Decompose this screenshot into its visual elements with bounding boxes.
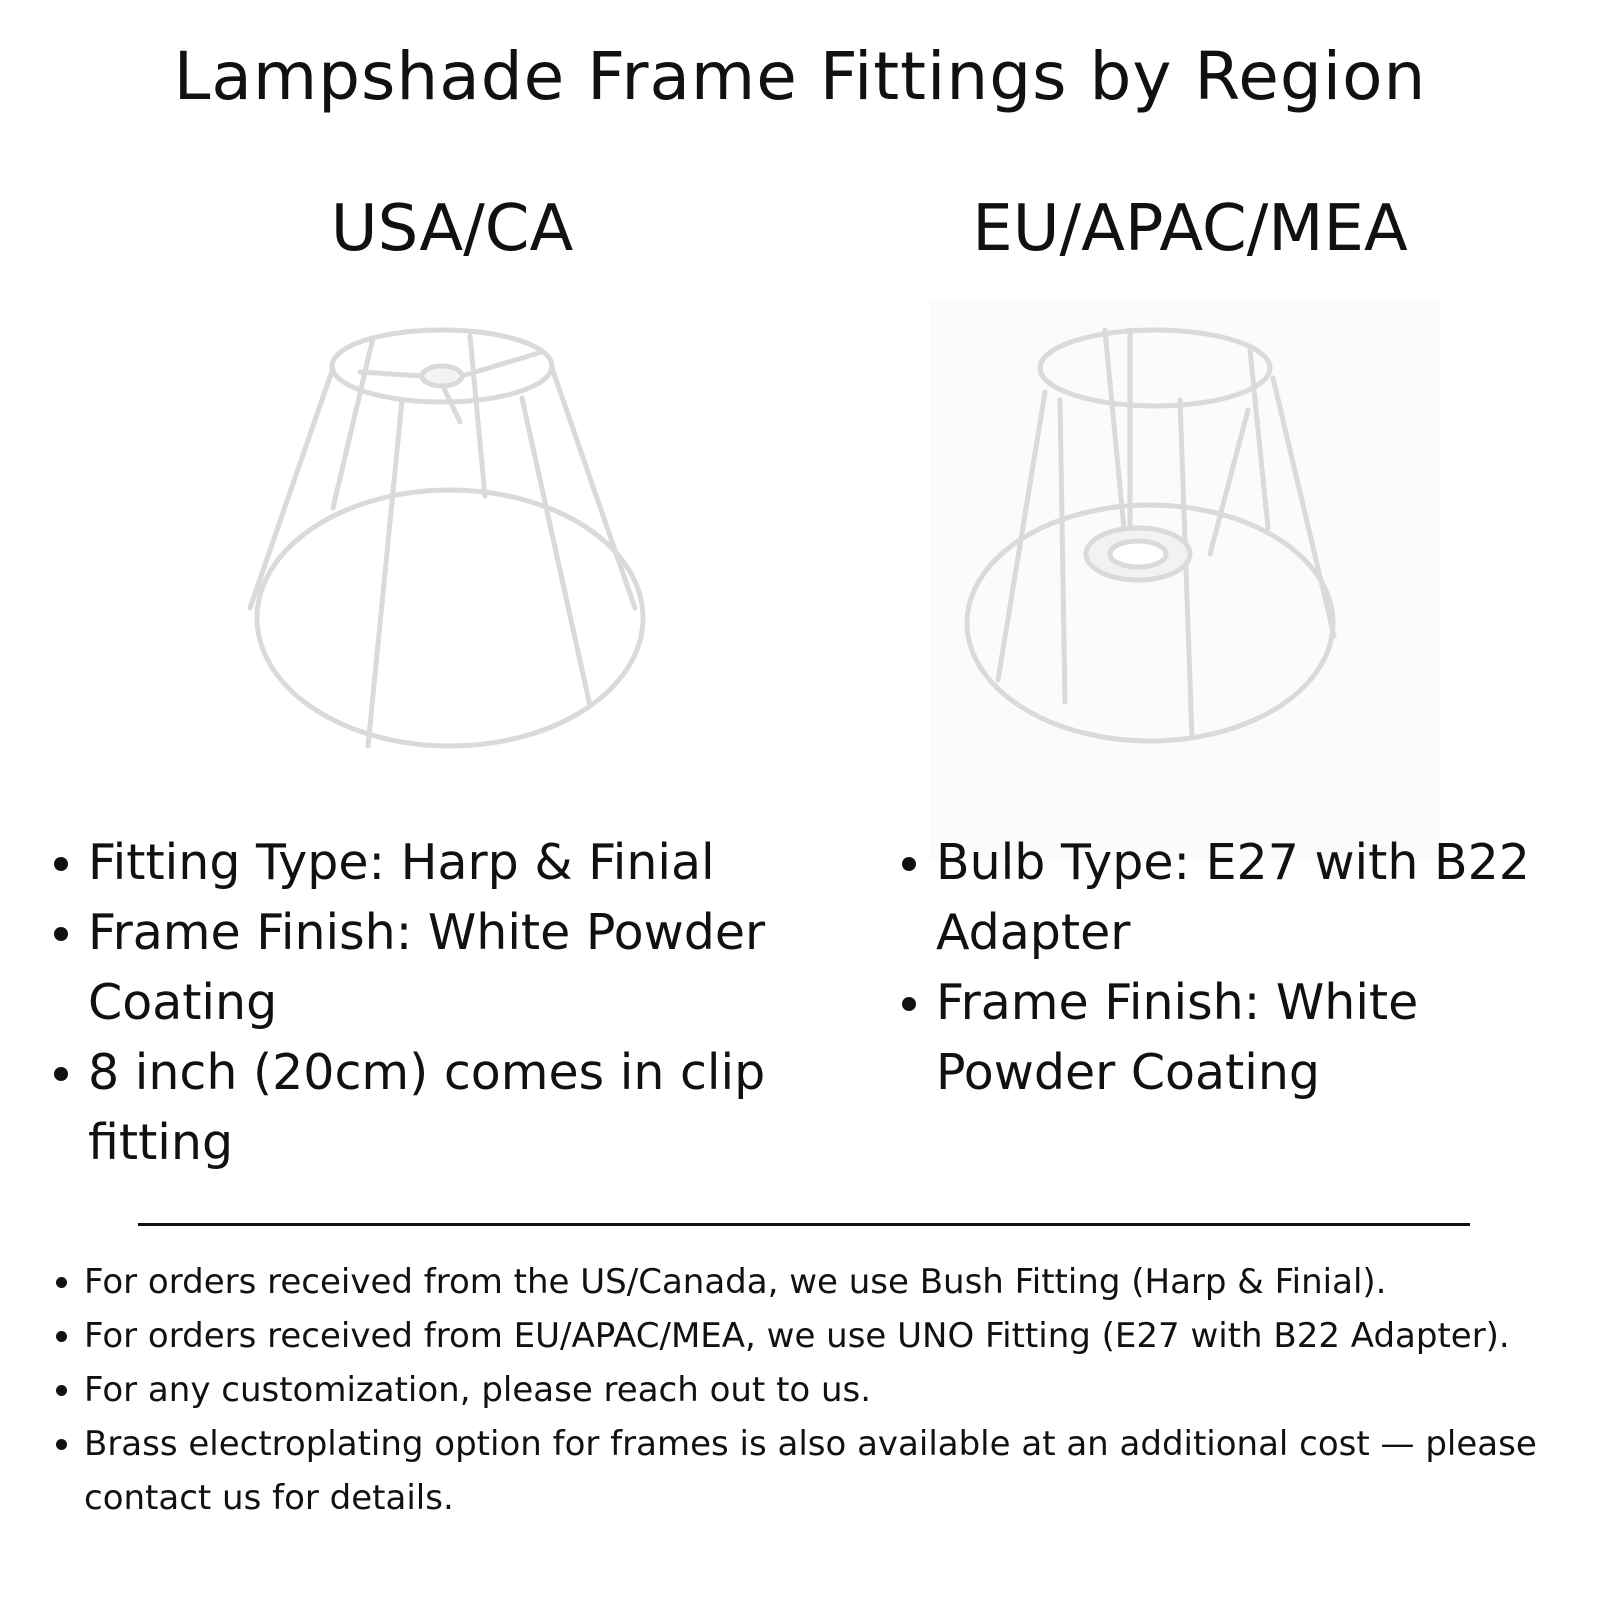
spec-text: Frame Finish: White Powder Coating [936, 974, 1419, 1101]
bullet-icon [56, 1385, 67, 1396]
note-text: For orders received from the US/Canada, we use Bush Fitting (Harp & Finial). [84, 1262, 1387, 1302]
spec-text: Bulb Type: E27 with B22 Adapter [936, 834, 1530, 961]
spec-item [48, 828, 828, 898]
note-text: For any customization, please reach out to us. [84, 1370, 872, 1410]
spec-text: 8 inch (20cm) comes in clip fitting [88, 1044, 766, 1171]
bullet-icon [54, 857, 68, 871]
bullet-icon [54, 1067, 68, 1081]
note-text: For orders received from EU/APAC/MEA, we use UNO Fitting (E27 with B22 Adapter). [84, 1316, 1510, 1356]
bullet-icon [902, 857, 916, 871]
eu-apac-mea-spec-list [896, 828, 1556, 1108]
note-item [52, 1417, 1582, 1525]
order-notes-list [52, 1255, 1582, 1525]
region-title-usa-ca: USA/CA [330, 192, 574, 266]
spec-item [896, 828, 1556, 968]
spec-text: Fitting Type: Harp & Finial [88, 834, 715, 891]
region-title-eu-apac-mea: EU/APAC/MEA [972, 192, 1408, 266]
harp-finial-frame-image [230, 318, 670, 778]
note-item [52, 1363, 1582, 1417]
bullet-icon [56, 1439, 67, 1450]
bullet-icon [56, 1277, 67, 1288]
page-title: Lampshade Frame Fittings by Region [173, 38, 1427, 115]
bullet-icon [56, 1331, 67, 1342]
uno-fitting-frame-image [930, 300, 1440, 860]
usa-ca-spec-list [48, 828, 828, 1178]
spec-item [896, 968, 1556, 1108]
spec-item [48, 1038, 828, 1178]
note-text: Brass electroplating option for frames is also available at an additional cost — please contact us for details. [84, 1424, 1537, 1518]
bullet-icon [54, 927, 68, 941]
spec-item [48, 898, 828, 1038]
note-item [52, 1255, 1582, 1309]
bullet-icon [902, 997, 916, 1011]
note-item [52, 1309, 1582, 1363]
section-divider [138, 1223, 1470, 1226]
spec-text: Frame Finish: White Powder Coating [88, 904, 766, 1031]
